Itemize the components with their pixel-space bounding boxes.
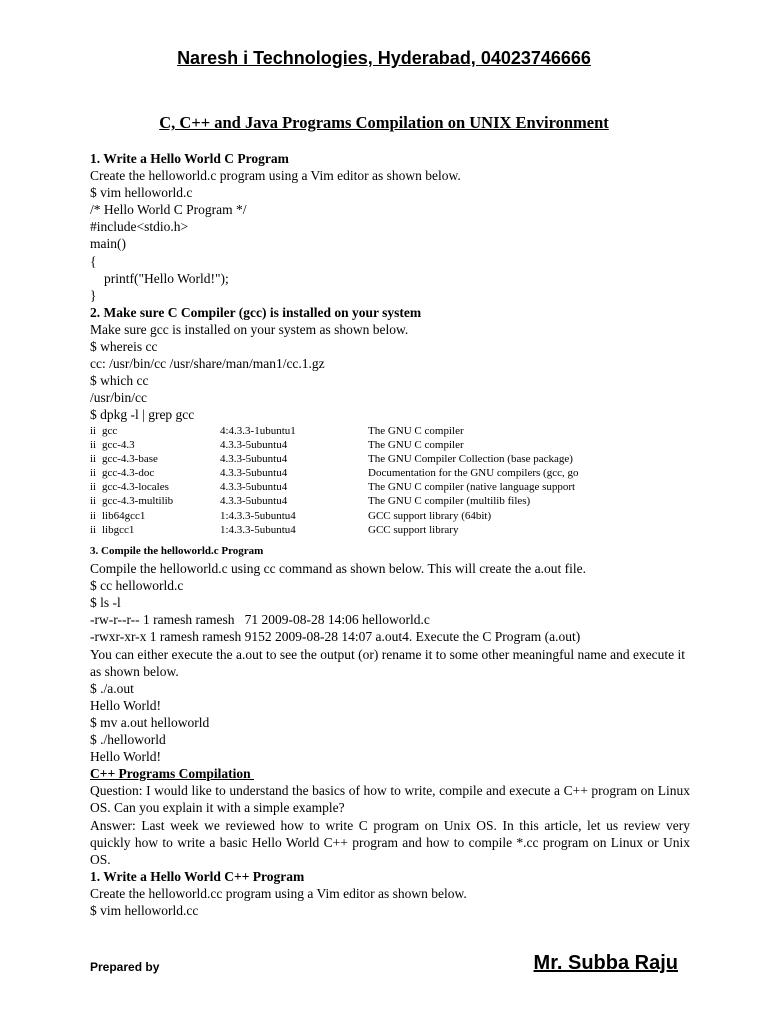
package-row — [90, 438, 690, 452]
package-version: 1:4.3.3-5ubuntu4 — [220, 523, 296, 536]
package-row — [90, 480, 690, 494]
code-line: printf("Hello World!"); — [104, 270, 229, 286]
package-status: ii — [90, 438, 97, 451]
package-status: ii — [90, 495, 97, 508]
code-line: Hello World! — [90, 697, 162, 713]
package-name: gcc-4.3-locales — [102, 481, 169, 494]
section-3-intro: Compile the helloworld.c using cc command as shown below. This will create the a.out file. — [90, 561, 587, 577]
package-row — [90, 523, 690, 537]
package-name: gcc-4.3 — [102, 438, 135, 451]
prepared-by-label: Prepared by — [90, 960, 160, 974]
package-row — [90, 452, 690, 466]
package-description: The GNU Compiler Collection (base package) — [368, 452, 573, 465]
code-line: $ vim helloworld.c — [90, 185, 193, 201]
code-line: $ dpkg -l | grep gcc — [90, 407, 195, 423]
package-description: The GNU C compiler (multilib files) — [368, 495, 531, 508]
package-status: ii — [90, 509, 97, 522]
code-line: $ mv a.out helloworld — [90, 714, 210, 730]
code-line: -rwxr-xr-x 1 ramesh ramesh 9152 2009-08-28 14:07 a.out4. Execute the C Program (a.out) — [90, 629, 581, 645]
package-description: GCC support library — [368, 523, 459, 536]
package-description: GCC support library (64bit) — [368, 509, 492, 522]
package-version: 4.3.3-5ubuntu4 — [220, 438, 288, 451]
package-status: ii — [90, 481, 97, 494]
code-line: } — [90, 287, 97, 303]
section-1-heading: 1. Write a Hello World C Program — [90, 151, 289, 166]
package-description: The GNU C compiler — [368, 424, 464, 437]
section-2-heading: 2. Make sure C Compiler (gcc) is installed on your system — [90, 304, 422, 320]
section-3-paragraph: You can either execute the a.out to see the output (or) rename it to some other meaningful name and execute it as shown below. — [90, 646, 686, 679]
package-name: libgcc1 — [102, 523, 135, 536]
code-line: /* Hello World C Program */ — [90, 202, 247, 218]
code-line: Hello World! — [90, 749, 162, 765]
document-body — [90, 150, 690, 919]
package-list — [90, 424, 690, 538]
package-version: 4.3.3-5ubuntu4 — [220, 481, 288, 494]
package-version: 4:4.3.3-1ubuntu1 — [220, 424, 296, 437]
section-2-intro: Make sure gcc is installed on your system as shown below. — [90, 321, 409, 337]
package-status: ii — [90, 467, 97, 480]
cpp-question: Question: I would like to understand the basics of how to write, compile and execute a C++ program on Linux OS. Can you explain it with a simple example? — [90, 783, 690, 816]
code-line: $ which cc — [90, 373, 149, 389]
document-title: C, C++ and Java Programs Compilation on UNIX Environment — [159, 113, 609, 132]
code-line: $ cc helloworld.c — [90, 578, 184, 594]
cpp-section-1-heading: 1. Write a Hello World C++ Program — [90, 868, 305, 884]
code-line: /usr/bin/cc — [90, 390, 147, 406]
package-name: gcc — [102, 424, 118, 437]
code-line: $ ./a.out — [90, 680, 134, 696]
package-name: gcc-4.3-base — [102, 452, 158, 465]
cpp-heading: C++ Programs Compilation — [90, 766, 255, 782]
package-description: The GNU C compiler — [368, 438, 464, 451]
code-line: cc: /usr/bin/cc /usr/share/man/man1/cc.1.gz — [90, 356, 325, 372]
code-line: #include<stdio.h> — [90, 219, 189, 235]
cpp-section-1-intro: Create the helloworld.cc program using a Vim editor as shown below. — [90, 885, 467, 901]
package-description: The GNU C compiler (native language support — [368, 481, 576, 494]
code-line: main() — [90, 236, 126, 252]
package-row — [90, 466, 690, 480]
package-status: ii — [90, 424, 97, 437]
package-description: Documentation for the GNU compilers (gcc, go — [368, 467, 579, 480]
code-line: $ ls -l — [90, 595, 121, 611]
package-status: ii — [90, 452, 97, 465]
package-row — [90, 494, 690, 508]
package-row — [90, 509, 690, 523]
code-line: { — [90, 253, 97, 269]
section-3-heading: 3. Compile the helloworld.c Program — [90, 545, 264, 557]
package-version: 4.3.3-5ubuntu4 — [220, 452, 288, 465]
package-row — [90, 424, 690, 438]
package-version: 1:4.3.3-5ubuntu4 — [220, 509, 296, 522]
package-status: ii — [90, 523, 97, 536]
document-header: Naresh i Technologies, Hyderabad, 04023746666 — [177, 48, 591, 68]
cpp-answer: Answer: Last week we reviewed how to write C program on Unix OS. In this article, let us review very quickly how to write a basic Hello World C++ program and how to compile *.cc program on Linux or Unix OS. — [90, 817, 690, 867]
package-name: lib64gcc1 — [102, 509, 146, 522]
package-name: gcc-4.3-doc — [102, 467, 155, 480]
package-version: 4.3.3-5ubuntu4 — [220, 495, 288, 508]
section-1-intro: Create the helloworld.c program using a Vim editor as shown below. — [90, 168, 461, 184]
code-line: -rw-r--r-- 1 ramesh ramesh 71 2009-08-28 14:06 helloworld.c — [90, 612, 430, 628]
code-line: $ ./helloworld — [90, 732, 166, 748]
code-line: $ whereis cc — [90, 339, 158, 355]
code-line: $ vim helloworld.cc — [90, 902, 199, 918]
package-version: 4.3.3-5ubuntu4 — [220, 467, 288, 480]
author-name: Mr. Subba Raju — [533, 952, 678, 974]
package-name: gcc-4.3-multilib — [102, 495, 174, 508]
